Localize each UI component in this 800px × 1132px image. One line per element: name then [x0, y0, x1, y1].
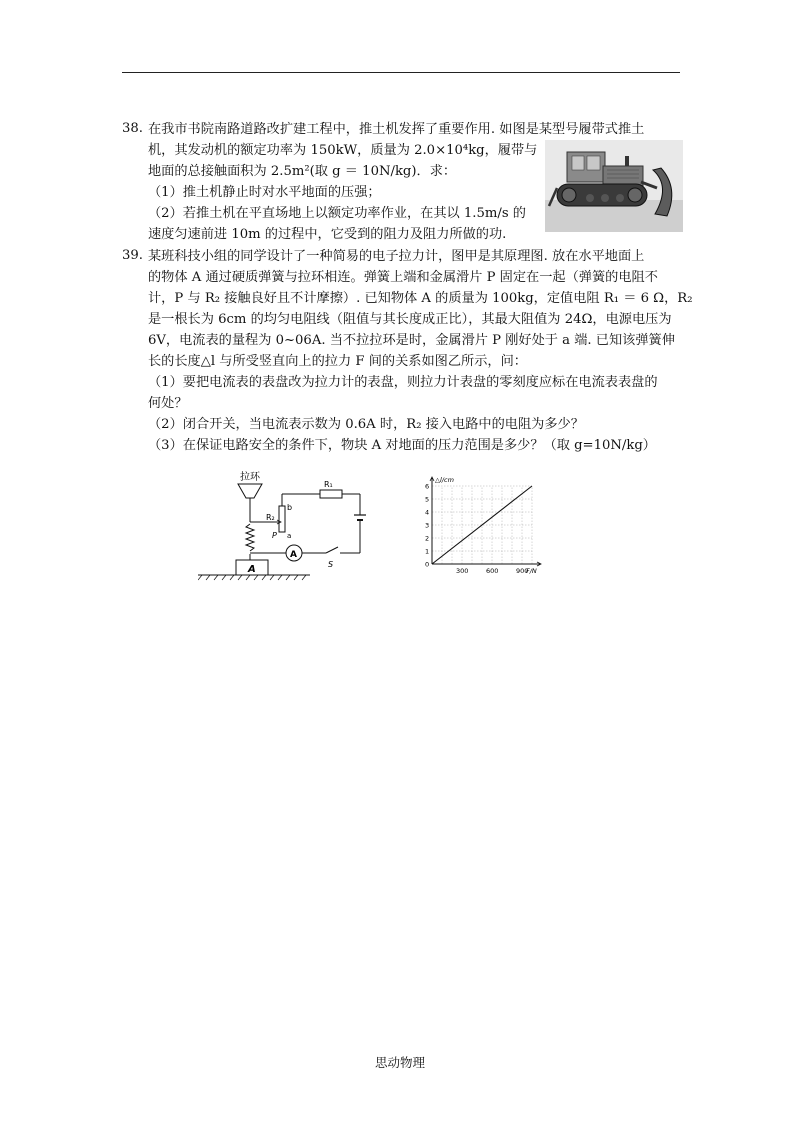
- force-extension-graph: [418, 470, 548, 580]
- y-axis-label: △l/cm: [435, 476, 454, 484]
- x-tick-label: 900: [516, 567, 529, 575]
- ring-label: 拉环: [240, 472, 260, 483]
- y-tick-label: 3: [425, 521, 430, 530]
- q39-subquestion-3: （3）在保证电路安全的条件下，物块 A 对地面的压力范围是多少？（取 g=10N/kg）: [148, 438, 656, 453]
- y-tick-label: 1: [425, 547, 430, 556]
- q39-subquestion-1-cont: 何处？: [148, 396, 188, 411]
- ammeter-label: A: [290, 550, 297, 560]
- q38-text-line-3: 地面的总接触面积为 2.5m²(取 g ＝ 10N/kg)．求：: [148, 164, 457, 179]
- r2-label: R₂: [266, 513, 275, 522]
- q39-text-line-1: 某班科技小组的同学设计了一种简易的电子拉力计，图甲是其原理图. 放在水平地面上: [148, 249, 645, 264]
- q39-text-line-4: 是一根长为 6cm 的均匀电阻线（阻值与其长度成正比），其最大阻值为 24Ω，电源电压为: [148, 312, 672, 327]
- header-rule: [122, 72, 680, 73]
- q38-text-line-2: 机，其发动机的额定功率为 150kW，质量为 2.0×10⁴kg，履带与: [148, 143, 538, 158]
- q38-subquestion-2: （2）若推土机在平直场地上以额定功率作业，在其以 1.5m/s 的: [148, 206, 526, 221]
- q39-text-line-5: 6V，电流表的量程为 0~06A. 当不拉拉环是时，金属滑片 P 刚好处于 a 端. 已知该弹簧伸: [148, 333, 675, 348]
- a-terminal-label: a: [287, 532, 292, 540]
- switch-label: S: [328, 560, 334, 569]
- q38-text-line-6: 速度匀速前进 10m 的过程中，它受到的阻力及阻力所做的功.: [148, 227, 507, 242]
- x-tick-label: 300: [456, 567, 469, 575]
- question-38-number: 38.: [122, 121, 143, 136]
- y-tick-label: 2: [425, 534, 430, 543]
- q39-text-line-2: 的物体 A 通过硬质弹簧与拉环相连。弹簧上端和金属滑片 P 固定在一起（弹簧的电阻不: [148, 270, 658, 285]
- question-39-number: 39.: [122, 248, 143, 263]
- x-tick-label: 600: [486, 567, 499, 575]
- y-tick-label: 0: [425, 560, 430, 569]
- circuit-diagram: [198, 470, 383, 585]
- q39-text-line-6: 长的长度△l 与所受竖直向上的拉力 F 间的关系如图乙所示，问：: [148, 354, 527, 369]
- b-terminal-label: b: [287, 503, 293, 512]
- q39-subquestion-2: （2）闭合开关，当电流表示数为 0.6A 时，R₂ 接入电路中的电阻为多少？: [148, 417, 584, 432]
- q39-subquestion-1: （1）要把电流表的表盘改为拉力计的表盘，则拉力计表盘的零刻度应标在电流表表盘的: [148, 375, 658, 390]
- page-footer: 思动物理: [374, 1055, 425, 1070]
- y-tick-label: 5: [425, 495, 430, 504]
- y-tick-label: 6: [425, 482, 430, 491]
- slider-p-label: P: [272, 531, 277, 540]
- bulldozer-photo: [545, 140, 683, 232]
- q38-subquestion-1: （1）推土机静止时对水平地面的压强；: [148, 185, 381, 200]
- x-axis-label: F/N: [526, 567, 537, 575]
- q38-text-line-1: 在我市书院南路道路改扩建工程中，推土机发挥了重要作用. 如图是某型号履带式推土: [148, 122, 645, 137]
- q39-text-line-3: 计，P 与 R₂ 接触良好且不计摩擦）. 已知物体 A 的质量为 100kg，定值电阻 R₁ ＝ 6 Ω，R₂: [148, 291, 693, 306]
- block-a-label: A: [248, 564, 256, 575]
- r1-label: R₁: [324, 480, 333, 489]
- y-tick-label: 4: [425, 508, 430, 517]
